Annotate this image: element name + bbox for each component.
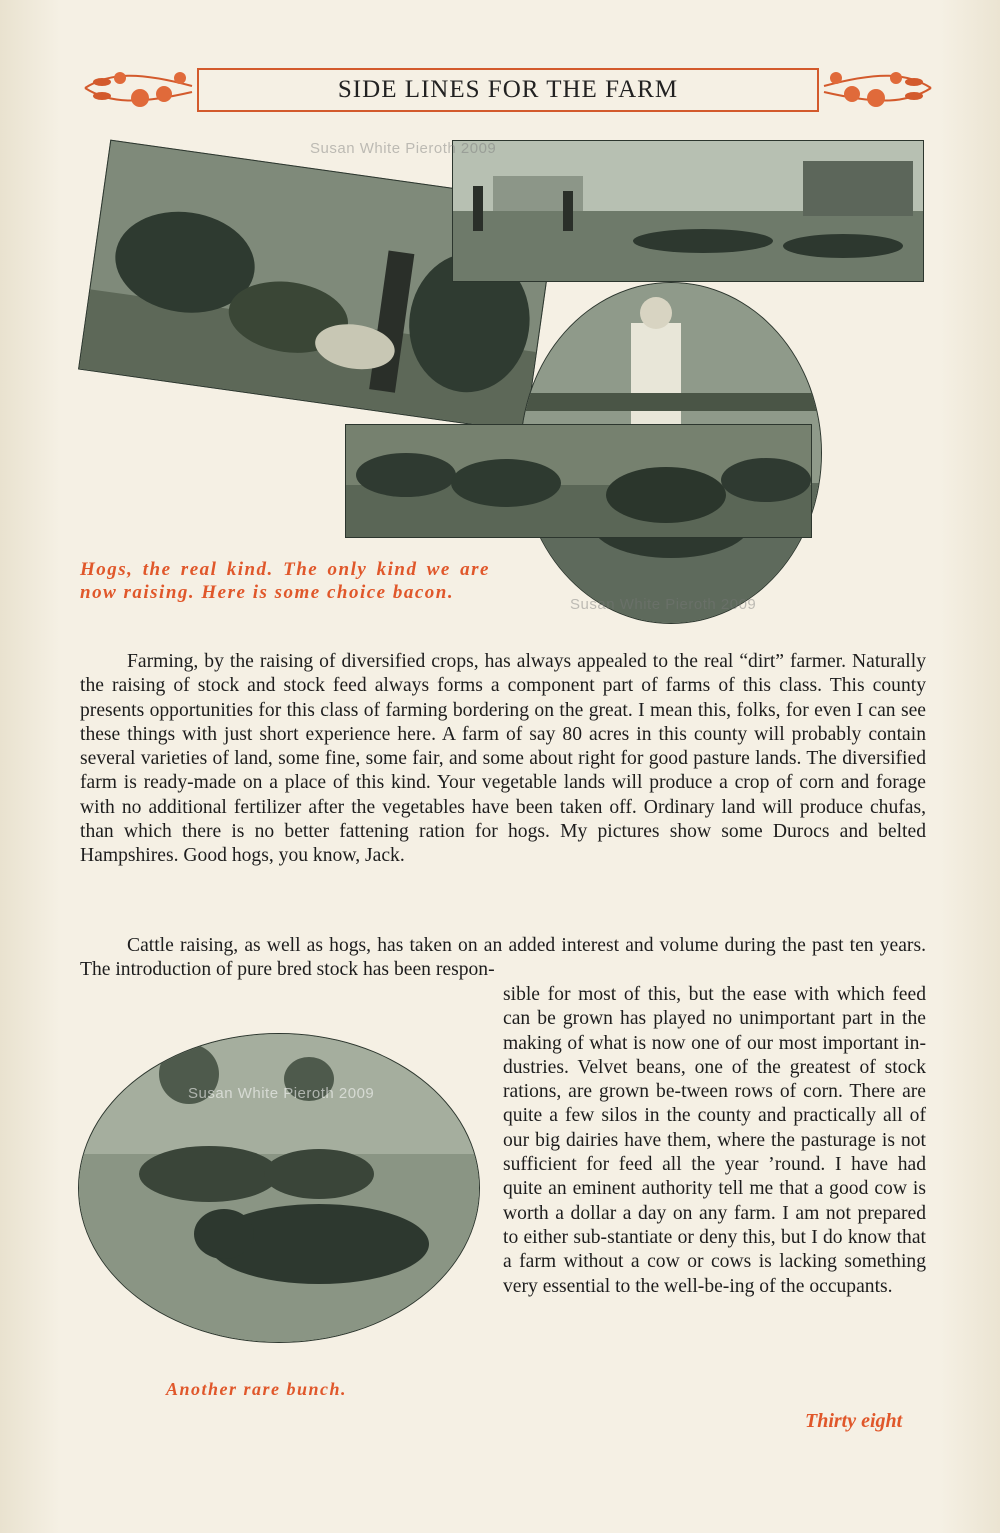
header-banner [197,68,819,112]
right-floral-ornament-icon [818,64,936,112]
body-paragraph-2-rest [503,983,926,1299]
paragraph-cattle-rest: sible for most of this, but the ease with which feed can be grown has played no unimportant part in the making of what is now one of our most important in-dustries. Velvet beans, one of the greatest of stock rations, are grown be-tween rows of corn. There are quite a few silos in the county and practically all of our big dairies have them, where the pasturage is not sufficient for feed all the year ’round. I have had quite an eminent authority tell me that a good cow is worth a dollar a day on any farm. I am not prepared to either sub-stantiate or deny this, but I do know that a farm without a cow or cows is lacking something very essential to the well-be-ing of the occupants. [503,984,926,1297]
hogs-in-pen-photo [345,424,812,538]
page-title: SIDE LINES FOR THE FARM [337,76,679,103]
hogs-pasture-oval-photo [78,1033,480,1343]
body-paragraph-2-start [80,934,926,983]
body-paragraph-1 [80,650,926,869]
watermark-top: Susan White Pieroth 2009 [310,140,497,157]
left-floral-ornament-icon [80,64,198,112]
top-photo-caption: Hogs, the real kind. The only kind we are now raising. Here is some choice bacon. [80,559,490,603]
watermark-middle: Susan White Pieroth 2009 [570,596,757,613]
page-number: Thirty eight [805,1410,903,1432]
bottom-photo-caption: Another rare bunch. [166,1379,348,1399]
paragraph-cattle-start: Cattle raising, as well as hogs, has taken on an added interest and volume during the past ten years. The introduction of pure bred stock has been respon- [80,935,926,981]
watermark-bottom: Susan White Pieroth 2009 [188,1085,375,1102]
paragraph-farming: Farming, by the raising of diversified crops, has always appealed to the real “dirt” farmer. Naturally the raising of stock and stock feed always forms a component part of farms of this class. This county presents opportunities for this class of farming bordering on the great. I mean this, folks, for even I can see these things with just short experience here. A farm of say 80 acres in this county will probably contain several varieties of land, some fine, some fair, and some about right for good pasture lands. The diversified farm is ready-made on a place of this kind. Your vegetable lands will produce a crop of corn and forage with no additional fertilizer after the vegetables have been taken off. Ordinary land will produce chufas, than which there is no better fattening ration for hogs. My pictures show some Durocs and belted Hampshires. Good hogs, you know, Jack. [80,651,926,867]
farm-yard-photo [452,140,924,282]
